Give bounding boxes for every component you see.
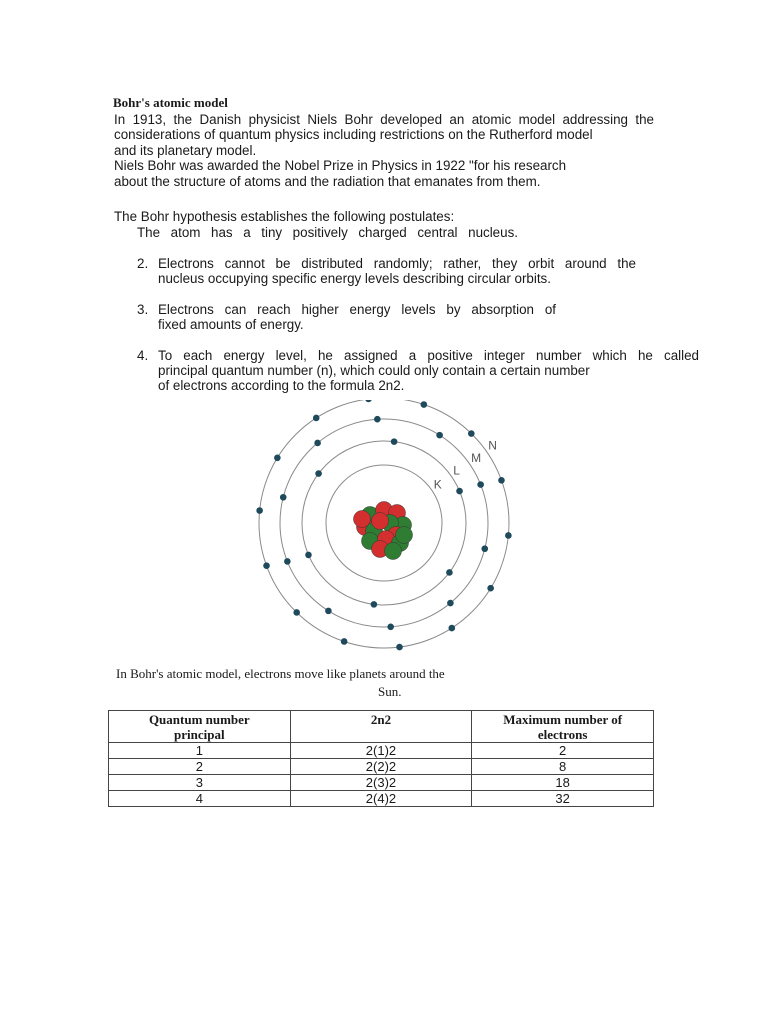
table-header-row [109,711,654,743]
header-text: 2n2 [370,712,392,727]
header-text: principal [174,727,225,742]
postulate-4-line: of electrons according to the formula 2n2. [158,378,405,393]
shell-labels [434,439,497,492]
table-cell: 8 [472,759,654,775]
nucleus [354,502,413,560]
neutron [396,527,413,544]
table-cell: 2(3)2 [290,775,472,791]
table-cell: 3 [109,775,291,791]
postulate-4-line: principal quantum number (n), which could only contain a certain number [158,363,590,378]
intro-line: about the structure of atoms and the radiation that emanates from them. [114,174,541,189]
electron [305,552,312,559]
postulate-3-number: 3. [137,302,149,317]
table-cell: 2(2)2 [290,759,472,775]
electron-capacity-table [108,710,654,807]
table-cell: 2(1)2 [290,743,472,759]
table-cell: 4 [109,791,291,807]
electron [391,438,398,445]
electron [256,507,263,514]
electron [487,585,494,592]
intro-line: Niels Bohr was awarded the Nobel Prize in Physics in 1922 "for his research [114,158,567,173]
electron [280,494,287,501]
table-row [109,743,654,759]
header-text: Quantum number [148,712,250,727]
figure-caption: Sun. [378,684,402,699]
table-cell: 32 [472,791,654,807]
header-text: electrons [537,727,588,742]
postulate-2-number: 2. [137,256,149,271]
postulate-3-line: Electrons can reach higher energy levels by absorption of [158,302,556,317]
electron [315,470,322,477]
table-cell: 2(4)2 [290,791,472,807]
electron [446,569,453,576]
electron [325,608,332,615]
postulate-4-line: To each energy level, he assigned a positive integer number which he called [158,348,699,363]
electron [448,625,455,632]
electron [274,454,281,461]
electron [447,600,454,607]
table-row [109,759,654,775]
electron [396,644,403,651]
intro-line: In 1913, the Danish physicist Niels Bohr developed an atomic model addressing the [114,112,654,127]
postulate-2-line: Electrons cannot be distributed randomly; rather, they orbit around the [158,256,636,271]
page-title: Bohr's atomic model [113,95,228,110]
electron [365,400,372,402]
electron [374,416,381,423]
bohr-atom-diagram [250,400,520,655]
shell-label: N [488,438,497,453]
header-formula [290,711,472,743]
neutron [385,543,402,560]
electron [387,623,394,630]
table-cell: 2 [472,743,654,759]
table-cell: 2 [109,759,291,775]
shell-label: K [433,477,442,492]
electron [421,401,428,408]
shell-label: M [471,450,482,465]
intro-line: considerations of quantum physics including restrictions on the Rutherford model [114,127,593,142]
table-row [109,775,654,791]
table-cell: 18 [472,775,654,791]
electron [436,432,443,439]
electron [263,562,270,569]
table-row [109,791,654,807]
electron [371,601,378,608]
electron [456,488,463,495]
postulate-1-line: The atom has a tiny positively charged central nucleus. [137,225,518,240]
electron [313,415,320,422]
postulates-intro: The Bohr hypothesis establishes the following postulates: [114,209,455,224]
figure-caption: In Bohr's atomic model, electrons move like planets around the [116,666,445,681]
electron [314,440,321,447]
electron [505,532,512,539]
electron [481,545,488,552]
proton [354,511,371,528]
electron [468,430,475,437]
intro-line: and its planetary model. [114,143,257,158]
postulate-4-number: 4. [137,348,149,363]
electron [498,477,505,484]
electron [341,638,348,645]
electron [477,481,484,488]
proton [372,513,389,530]
header-text: Maximum number of [503,712,623,727]
electron [293,609,300,616]
postulate-2-line: nucleus occupying specific energy levels describing circular orbits. [158,271,551,286]
header-max-electrons [472,711,654,743]
postulate-3-line: fixed amounts of energy. [158,317,304,332]
table-cell: 1 [109,743,291,759]
electron [284,558,291,565]
shell-label: L [453,463,460,478]
header-quantum-number [109,711,291,743]
